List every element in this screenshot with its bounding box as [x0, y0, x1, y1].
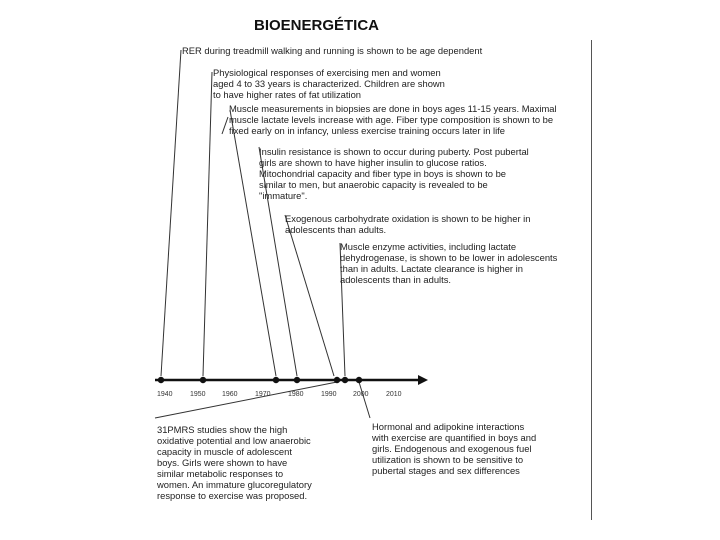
year-label: 1990: [321, 391, 337, 398]
timeline-note: Muscle measurements in biopsies are done in boys ages 11-15 years. Maximal muscle lactate levels increase with age. Fiber type composition is shown to be fixed early on in infancy, unless exercise training occurs later in life: [229, 103, 557, 136]
event-marker: [273, 377, 279, 383]
event-marker: [294, 377, 300, 383]
event-marker: [356, 377, 362, 383]
event-marker: [334, 377, 340, 383]
timeline-note: Muscle enzyme activities, including lactate dehydrogenase, is shown to be lower in adolescents than in adults. Lactate clearance is higher in adolescents than in adults.: [340, 241, 558, 285]
connector-line: [359, 382, 370, 418]
year-label: 1980: [288, 391, 304, 398]
connector-line: [222, 117, 228, 134]
connector-line: [285, 215, 334, 376]
timeline-note: 31PMRS studies show the high oxidative potential and low anaerobic capacity in muscle of adolescent boys. Girls were shown to have similar metabolic responses to women. An immature glucoregulatory response to exercise was proposed.: [157, 424, 312, 501]
timeline-arrowhead: [418, 375, 428, 385]
connector-line: [161, 50, 181, 376]
year-label: 1950: [190, 391, 206, 398]
year-label: 1970: [255, 391, 271, 398]
timeline-note: Hormonal and adipokine interactions with exercise are quantified in boys and girls. Endogenous and exogenous fuel utilization is shown to be sensitive to pubertal stages and sex differences: [372, 421, 537, 476]
timeline-note: Exogenous carbohydrate oxidation is shown to be higher in adolescents than adults.: [285, 213, 531, 235]
event-marker: [200, 377, 206, 383]
timeline-note: Physiological responses of exercising men and women aged 4 to 33 years is characterized. Children are shown to have higher rates of fat utilization: [213, 67, 445, 100]
event-marker: [158, 377, 164, 383]
timeline-note: RER during treadmill walking and running is shown to be age dependent: [182, 45, 483, 56]
year-label: 2000: [353, 391, 369, 398]
year-label: 1960: [222, 391, 238, 398]
connector-line: [155, 382, 337, 418]
event-marker: [342, 377, 348, 383]
timeline-note: Insulin resistance is shown to occur during puberty. Post pubertal girls are shown to have higher insulin to glucose ratios. Mitochondrial capacity and fiber type in boys is shown to be similar to men, but anaerobic capacity is revealed to be "immature".: [259, 146, 529, 201]
year-label: 2010: [386, 391, 402, 398]
year-label: 1940: [157, 391, 173, 398]
connector-line: [203, 72, 212, 376]
page-title: BIOENERGÉTICA: [254, 17, 380, 34]
